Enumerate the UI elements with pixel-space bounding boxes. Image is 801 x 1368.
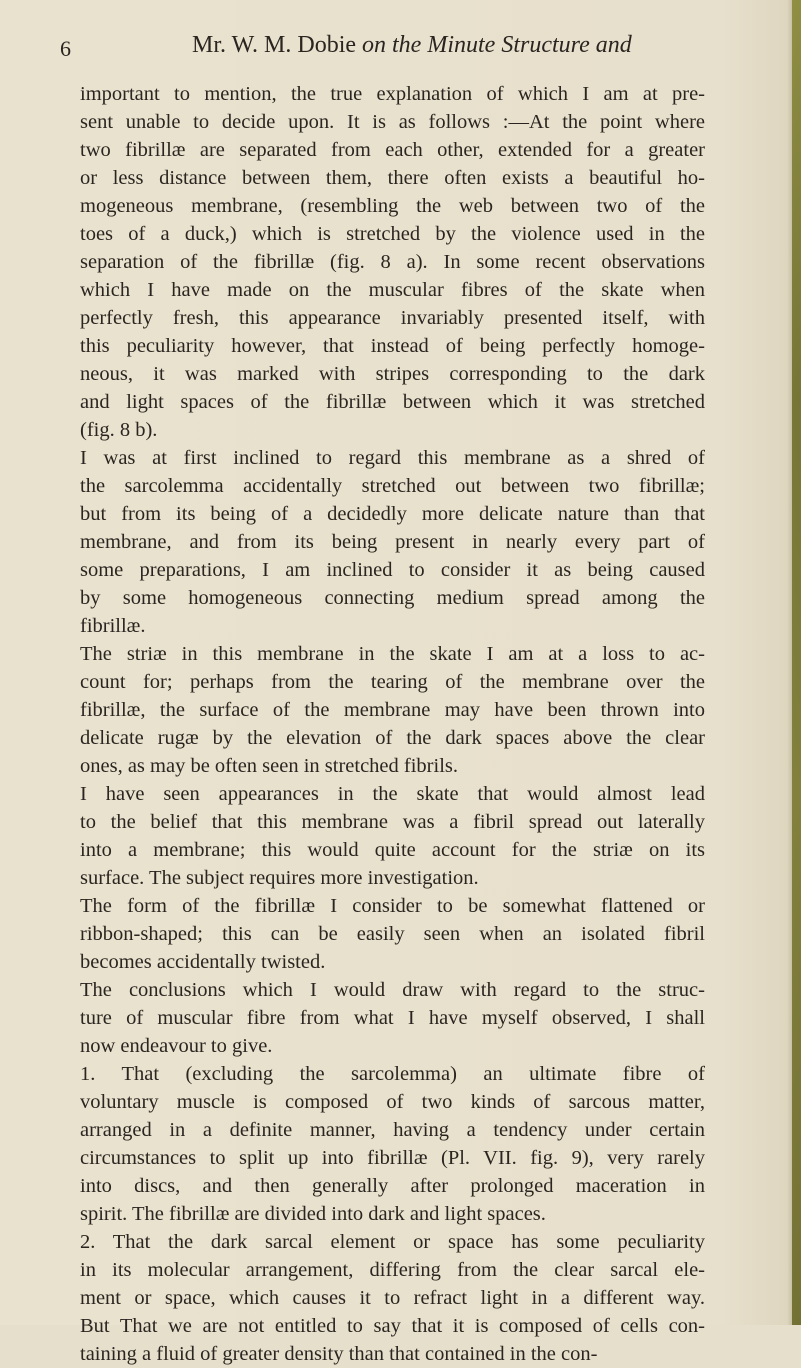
- text-line: ones, as may be often seen in stretched fibrils.: [80, 755, 458, 777]
- text-line: in its molecular arrangement, differing from the clear sarcal ele-: [80, 1259, 705, 1281]
- text-line: or less distance between them, there often exists a beautiful ho-: [80, 167, 705, 189]
- text-line: which I have made on the muscular fibres of the skate when: [80, 279, 705, 301]
- text-line: now endeavour to give.: [80, 1035, 273, 1057]
- text-line: arranged in a definite manner, having a tendency under certain: [80, 1119, 705, 1141]
- text-line: taining a fluid of greater density than that contained in the con-: [80, 1343, 598, 1365]
- text-line: toes of a duck,) which is stretched by the violence used in the: [80, 223, 705, 245]
- text-line: ribbon-shaped; this can be easily seen when an isolated fibril: [80, 923, 705, 945]
- text-line: fibrillæ.: [80, 615, 146, 637]
- text-line: (fig. 8 b).: [80, 419, 158, 441]
- text-line: The form of the fibrillæ I consider to be somewhat flattened or: [80, 895, 705, 917]
- text-line: into a membrane; this would quite account for the striæ on its: [80, 839, 705, 861]
- text-line: by some homogeneous connecting medium spread among the: [80, 587, 705, 609]
- text-line: The conclusions which I would draw with regard to the struc-: [80, 979, 705, 1001]
- book-edge: [792, 0, 801, 1325]
- text-line: some preparations, I am inclined to consider it as being caused: [80, 559, 705, 581]
- text-line: surface. The subject requires more investigation.: [80, 867, 479, 889]
- text-line: The striæ in this membrane in the skate I am at a loss to ac-: [80, 643, 705, 665]
- text-line: into discs, and then generally after prolonged maceration in: [80, 1175, 705, 1197]
- text-line: ture of muscular fibre from what I have myself observed, I shall: [80, 1007, 705, 1029]
- page-number: 6: [60, 36, 71, 61]
- text-line: important to mention, the true explanation of which I am at pre-: [80, 83, 705, 105]
- text-line: But That we are not entitled to say that it is composed of cells con-: [80, 1315, 705, 1337]
- text-line: voluntary muscle is composed of two kinds of sarcous matter,: [80, 1091, 705, 1113]
- text-line: circumstances to split up into fibrillæ (Pl. VII. fig. 9), very rarely: [80, 1147, 705, 1169]
- running-head-title: on the Minute Structure and: [362, 32, 632, 58]
- text-line: delicate rugæ by the elevation of the dark spaces above the clear: [80, 727, 705, 749]
- text-line: spirit. The fibrillæ are divided into dark and light spaces.: [80, 1203, 546, 1225]
- text-line: fibrillæ, the surface of the membrane may have been thrown into: [80, 699, 705, 721]
- text-line: mogeneous membrane, (resembling the web between two of the: [80, 195, 705, 217]
- text-line: to the belief that this membrane was a fibril spread out laterally: [80, 811, 705, 833]
- text-line: 2. That the dark sarcal element or space has some peculiarity: [80, 1231, 705, 1253]
- text-line: separation of the fibrillæ (fig. 8 a). In some recent observations: [80, 251, 705, 273]
- page-header: [60, 28, 740, 68]
- text-line: count for; perhaps from the tearing of the membrane over the: [80, 671, 705, 693]
- text-line: 1. That (excluding the sarcolemma) an ultimate fibre of: [80, 1063, 705, 1085]
- running-head-author: Mr. W. M. Dobie: [192, 32, 357, 58]
- text-line: neous, it was marked with stripes corresponding to the dark: [80, 363, 705, 385]
- text-line: the sarcolemma accidentally stretched out between two fibrillæ;: [80, 475, 705, 497]
- text-line: I was at first inclined to regard this membrane as a shred of: [80, 447, 705, 469]
- text-line: two fibrillæ are separated from each other, extended for a greater: [80, 139, 705, 161]
- text-line: becomes accidentally twisted.: [80, 951, 326, 973]
- text-line: perfectly fresh, this appearance invariably presented itself, with: [80, 307, 705, 329]
- body-text: [80, 80, 705, 1368]
- text-line: and light spaces of the fibrillæ between which it was stretched: [80, 391, 705, 413]
- text-line: I have seen appearances in the skate that would almost lead: [80, 783, 705, 805]
- text-line: but from its being of a decidedly more delicate nature than that: [80, 503, 705, 525]
- text-line: sent unable to decide upon. It is as follows :—At the point where: [80, 111, 705, 133]
- text-line: this peculiarity however, that instead of being perfectly homoge-: [80, 335, 705, 357]
- text-line: ment or space, which causes it to refract light in a different way.: [80, 1287, 705, 1309]
- text-line: membrane, and from its being present in nearly every part of: [80, 531, 705, 553]
- running-head: [192, 32, 632, 59]
